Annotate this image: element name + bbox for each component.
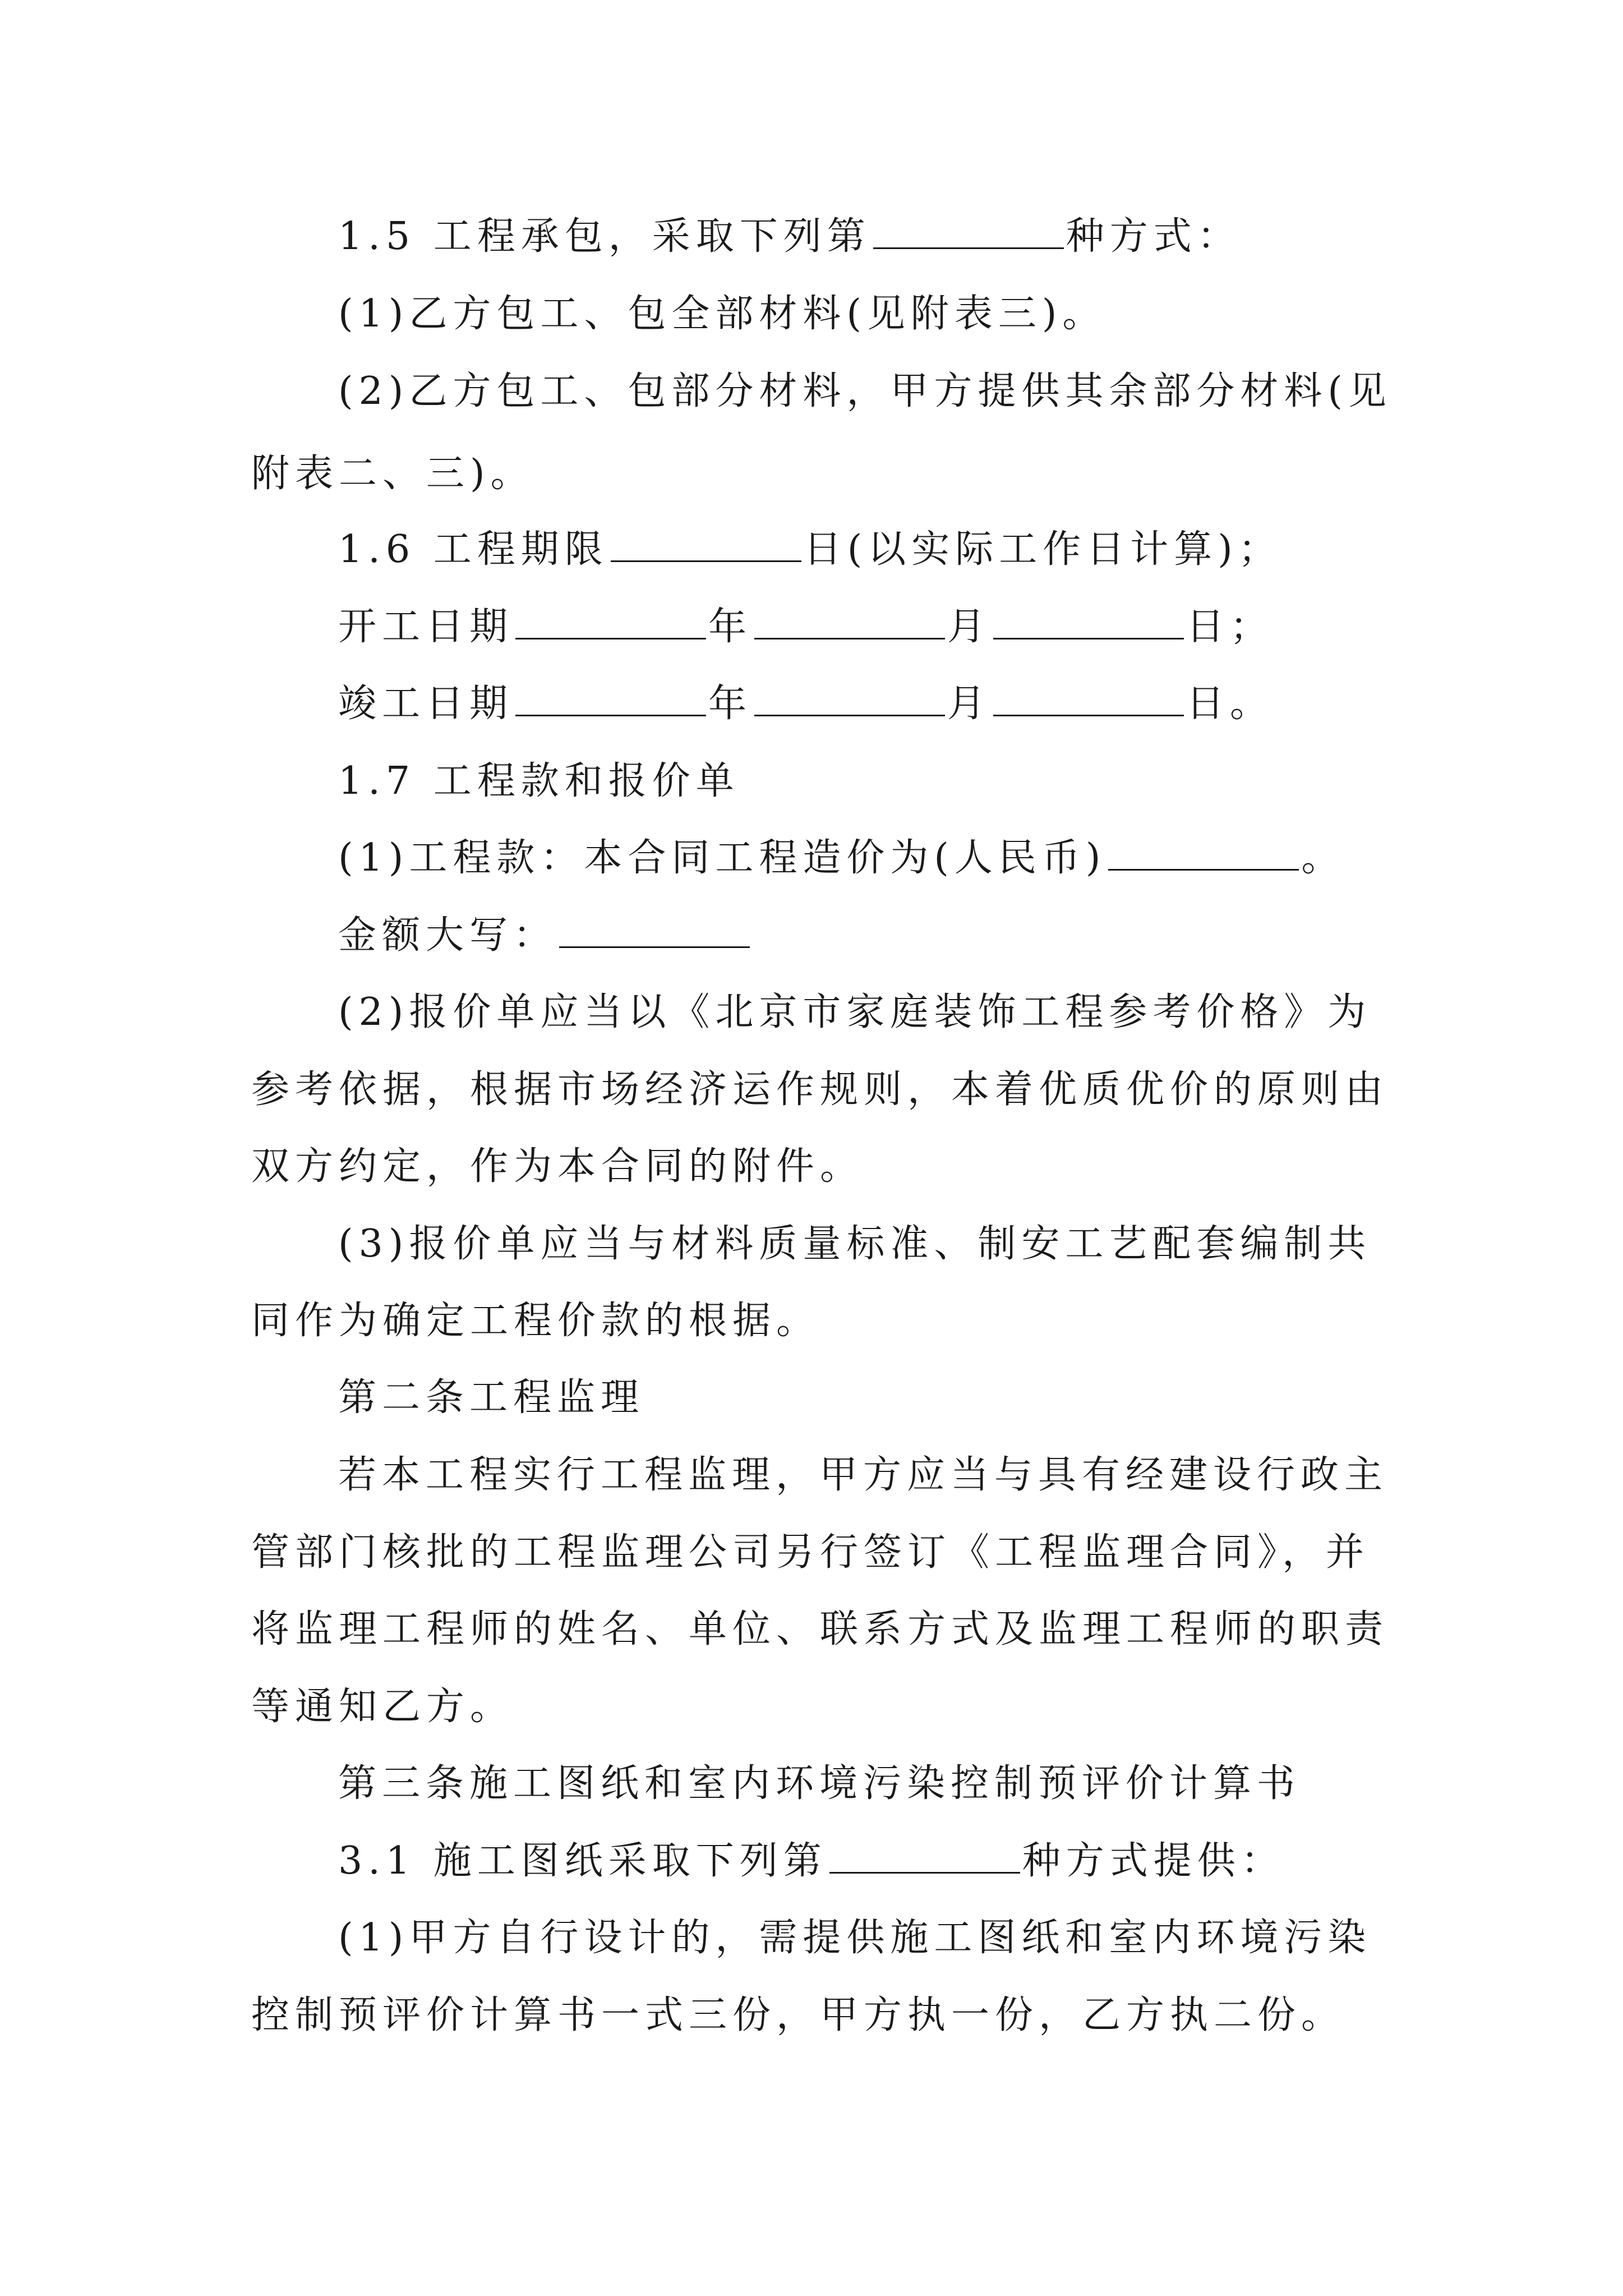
document-line (338, 209, 1384, 265)
document-line (338, 908, 1384, 964)
document-line (338, 676, 1384, 732)
line-text: 控制预评价计算书一式三份，甲方执一份，乙方执二份。 (251, 1993, 1345, 2037)
line-text: 双方约定，作为本合同的附件。 (251, 1144, 864, 1189)
line-text: 附表二、三)。 (251, 452, 534, 496)
document-line (338, 1756, 1384, 1812)
line-text: (1)乙方包工、包全部材料(见附表三)。 (338, 292, 1106, 336)
document-line (251, 1987, 1384, 2044)
document-line (338, 286, 1384, 342)
line-text: 种方式： (1066, 214, 1241, 259)
fill-in-blank (993, 681, 1184, 716)
fill-in-blank (754, 604, 945, 639)
line-text: 若本工程实行工程监理，甲方应当与具有经建设行政主 (338, 1453, 1389, 1497)
document-line (251, 1139, 1384, 1195)
line-text: 等通知乙方。 (251, 1685, 514, 1729)
document-line (251, 1062, 1389, 1118)
line-text: 1.6 工程期限 (338, 527, 608, 572)
document-line (251, 1525, 1384, 1581)
line-text: 第三条施工图纸和室内环境污染控制预评价计算书 (338, 1761, 1301, 1806)
line-text: 日； (1186, 605, 1274, 649)
line-text: (3)报价单应当与材料质量标准、制安工艺配套编制共 (338, 1222, 1372, 1266)
fill-in-blank (754, 681, 945, 716)
line-text: (2)报价单应当以《北京市家庭装饰工程参考价格》为 (338, 990, 1372, 1034)
line-text: 1.7 工程款和报价单 (338, 759, 740, 803)
line-text: 月 (947, 682, 992, 726)
line-text: 年 (708, 682, 753, 726)
line-text: 竣工日期 (338, 682, 514, 726)
document-line (338, 1910, 1384, 1966)
line-text: (1)甲方自行设计的，需提供施工图纸和室内环境污染 (338, 1916, 1372, 1960)
document-line (338, 830, 1384, 886)
line-text: 种方式提供： (1022, 1839, 1285, 1883)
line-text: (2)乙方包工、包部分材料，甲方提供其余部分材料(见 (338, 369, 1392, 413)
line-text: 第二条工程监理 (338, 1375, 645, 1420)
line-text: 1.5 工程承包，采取下列第 (338, 214, 871, 259)
fill-in-blank (515, 604, 706, 639)
line-text: 。 (1301, 836, 1345, 880)
document-line (338, 753, 1384, 809)
line-text: 金额大写： (338, 913, 557, 958)
line-text: (1)工程款：本合同工程造价为(人民币) (338, 836, 1106, 880)
document-line (251, 1602, 1389, 1658)
document-line (251, 1293, 1384, 1349)
line-text: 参考依据，根据市场经济运作规则，本着优质优价的原则由 (251, 1068, 1389, 1112)
document-line (338, 1216, 1384, 1272)
document-line (338, 984, 1384, 1041)
fill-in-blank (611, 527, 801, 562)
document-line (251, 1679, 1384, 1735)
line-text: 日(以实际工作日计算)； (803, 527, 1282, 572)
document-line (251, 446, 1384, 502)
fill-in-blank (515, 681, 706, 716)
document-line (338, 1370, 1384, 1426)
line-text: 年 (708, 605, 753, 649)
fill-in-blank (993, 604, 1184, 639)
document-line (338, 599, 1384, 655)
document-line (338, 1833, 1384, 1889)
line-text: 日。 (1186, 682, 1274, 726)
line-text: 将监理工程师的姓名、单位、联系方式及监理工程师的职责 (251, 1607, 1389, 1651)
line-text: 3.1 施工图纸采取下列第 (338, 1839, 827, 1883)
document-line (338, 364, 1392, 420)
line-text: 开工日期 (338, 605, 514, 649)
line-text: 月 (947, 605, 992, 649)
line-text: 同作为确定工程价款的根据。 (251, 1299, 820, 1343)
document-line (338, 522, 1384, 578)
fill-in-blank (873, 214, 1064, 249)
fill-in-blank (559, 913, 750, 948)
fill-in-blank (829, 1838, 1020, 1874)
document-line (338, 1447, 1389, 1503)
line-text: 管部门核批的工程监理公司另行签订《工程监理合同》，并 (251, 1530, 1370, 1575)
fill-in-blank (1108, 835, 1299, 871)
